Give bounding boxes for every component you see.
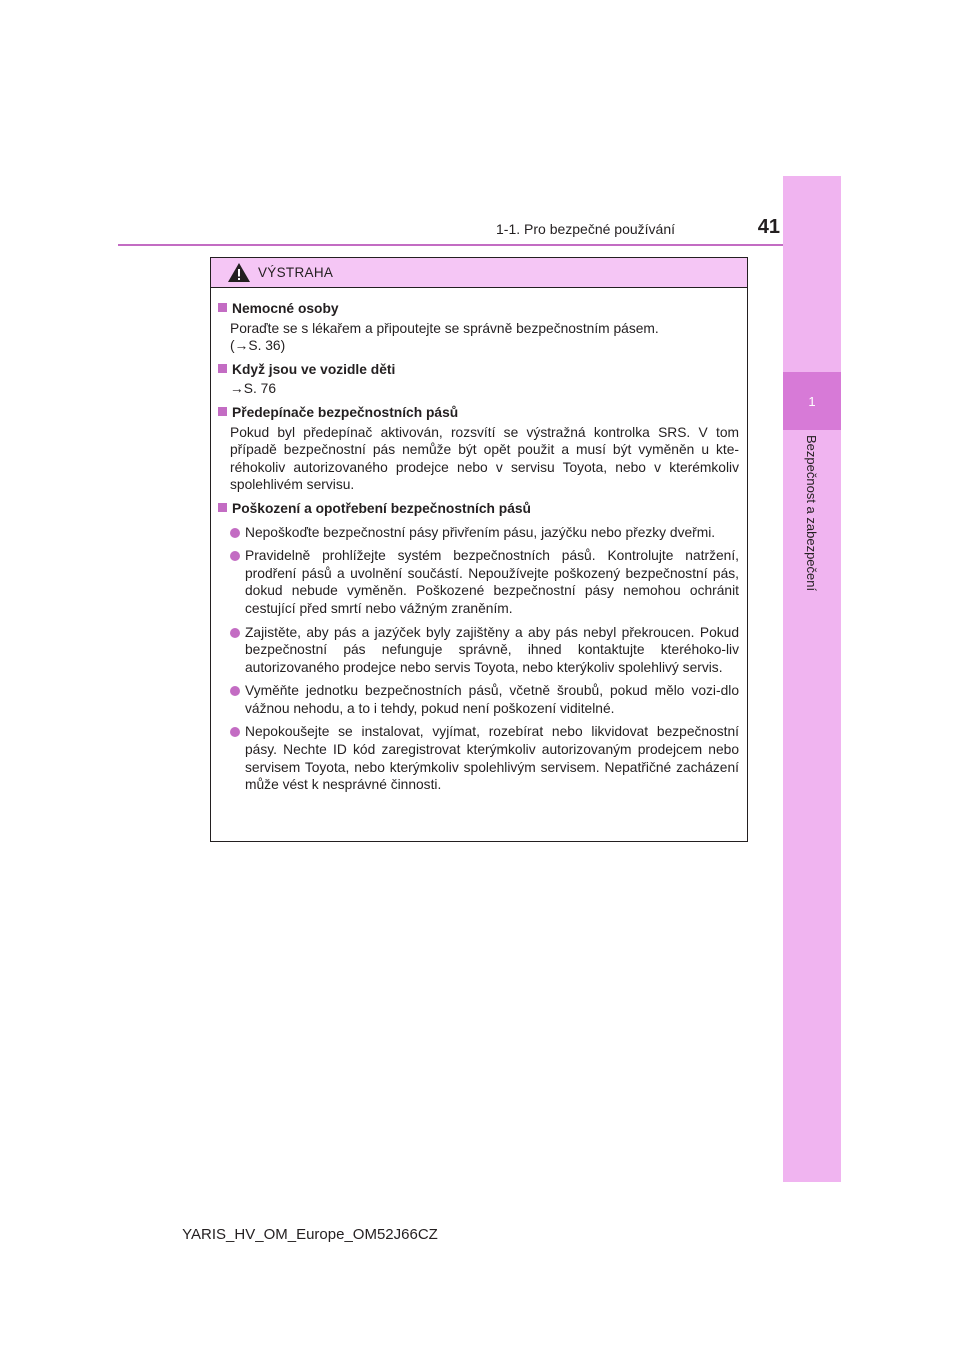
square-bullet-icon: [218, 503, 227, 512]
round-bullet-icon: [230, 727, 240, 737]
list-item: Nepoškoďte bezpečnostní pásy přivřením pásu, jazýčku nebo přezky dveřmi.: [218, 524, 739, 542]
square-bullet-icon: [218, 303, 227, 312]
section-heading: Nemocné osoby: [218, 300, 739, 318]
round-bullet-icon: [230, 528, 240, 538]
chapter-number: 1: [808, 393, 816, 409]
list-item: Nepokoušejte se instalovat, vyjímat, rozebírat nebo likvidovat bezpečnostní pásy. Nechte ID kód zaregistrovat kterýmkoliv autorizovaným prodejcem nebo servisem Toyota, nebo kterýmkoliv spolehlivým servisem. Nepatřičné zacházení může vést k nesprávné činnosti.: [218, 723, 739, 793]
section-text: Poraďte se s lékařem a připoutejte se správně bezpečnostním pásem. (→S. 36): [230, 320, 659, 354]
header-rule: [118, 244, 783, 246]
section-heading: Když jsou ve vozidle děti: [218, 361, 739, 379]
chapter-number-tab: [783, 372, 841, 430]
warning-box: [210, 257, 748, 842]
section-heading: Předepínače bezpečnostních pásů: [218, 404, 739, 422]
list-item: Vyměňte jednotku bezpečnostních pásů, včetně šroubů, pokud mělo vozi-dlo vážnou nehodu, a to i tehdy, pokud není poškození viditelné.: [218, 682, 739, 717]
chapter-title: Bezpečnost a zabezpečení: [804, 435, 819, 592]
warning-triangle-icon: [227, 262, 251, 283]
section-text: →S. 76: [230, 381, 277, 397]
round-bullet-icon: [230, 628, 240, 638]
page-number: 41: [757, 216, 780, 238]
section-text: Pokud byl předepínač aktivován, rozsvítí se výstražná kontrolka SRS. V tom případě bezpečnostní pás nemůže být opět použit a musí být vyměněn u kte-réhokoliv autorizovaného prodejce nebo v servisu Toyota, nebo v kterémkoliv spolehlivém servisu.: [230, 424, 739, 493]
round-bullet-icon: [230, 551, 240, 561]
section-title: 1-1. Pro bezpečné používání: [496, 221, 676, 237]
document-code: YARIS_HV_OM_Europe_OM52J66CZ: [182, 1226, 438, 1243]
section-heading: Poškození a opotřebení bezpečnostních pásů: [218, 500, 739, 518]
side-chapter-band: [783, 176, 841, 1182]
warning-title: VÝSTRAHA: [258, 265, 334, 280]
round-bullet-icon: [230, 686, 240, 696]
warning-header: [211, 258, 747, 288]
list-item: Zajistěte, aby pás a jazýček byly zajištěny a aby pás nebyl překroucen. Pokud bezpečnostní pás nefunguje správně, ihned kontaktujte kteréhoko-liv autorizovaného prodejce nebo servis Toyota, nebo kterýkoliv spolehlivý servis.: [218, 624, 739, 677]
list-item: Pravidelně prohlížejte systém bezpečnostních pásů. Kontrolujte natržení, prodření pásů a uvolnění součástí. Nepoužívejte poškozený bezpečnostní pás, dokud nebude vyměněn. Poškozené bezpečnostní pásy nemohou ochránit cestující před smrtí nebo vážným zraněním.: [218, 547, 739, 617]
warning-body: [211, 288, 747, 794]
square-bullet-icon: [218, 407, 227, 416]
square-bullet-icon: [218, 364, 227, 373]
